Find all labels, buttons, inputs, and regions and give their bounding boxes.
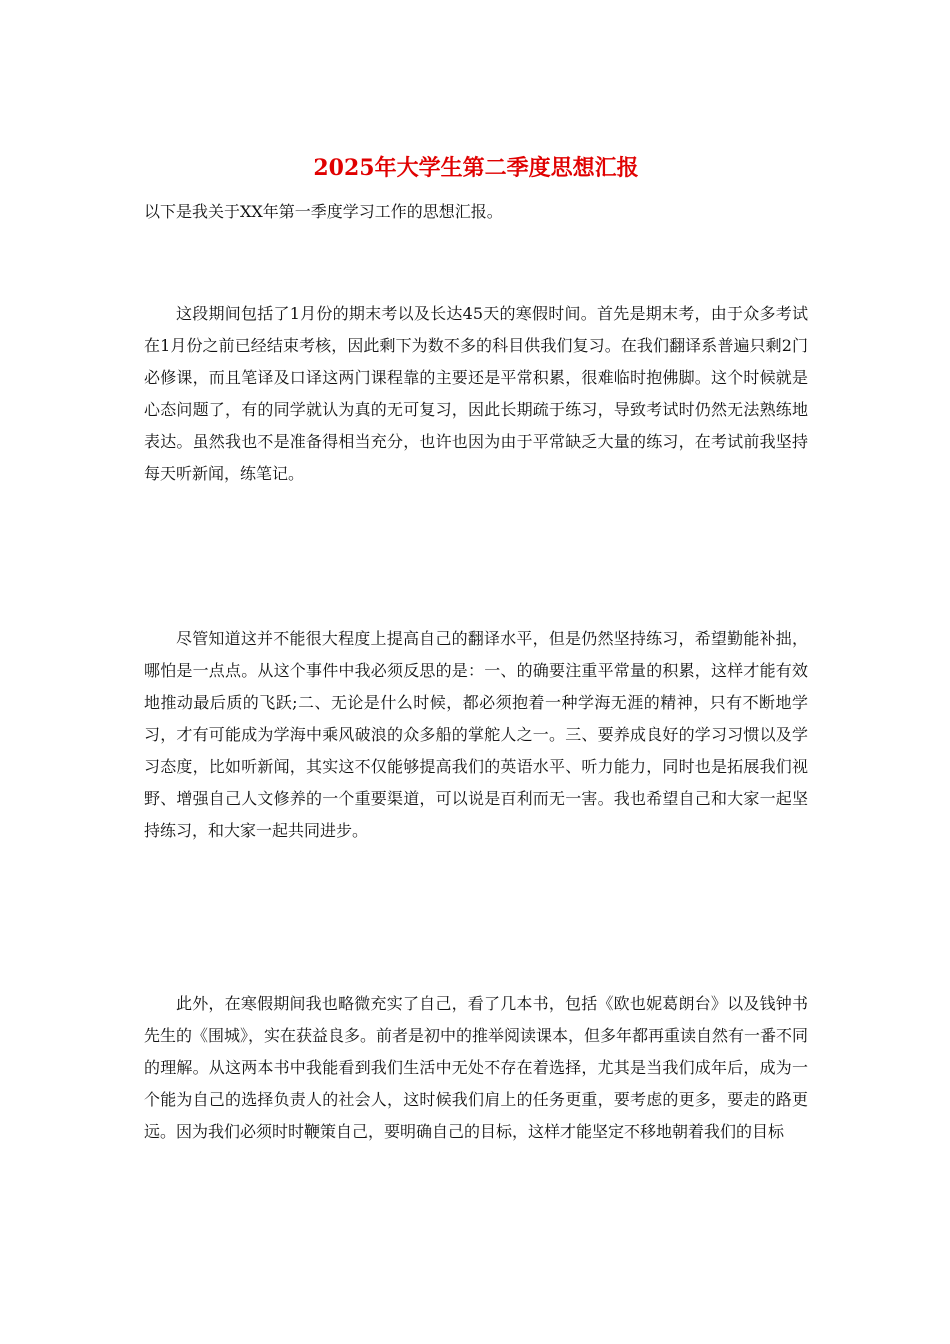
paragraph-1: 这段期间包括了1月份的期末考以及长达45天的寒假时间。首先是期末考，由于众多考试在1月份之前已经结束考核，因此剩下为数不多的科目供我们复习。在我们翻译系普遍只剩2门必修课，而且笔译及口译这两门课程靠的主要还是平常积累，很难临时抱佛脚。这个时候就是心态问题了，有的同学就认为真的无可复习，因此长期疏于练习，导致考试时仍然无法熟练地表达。虽然我也不是准备得相当充分，也许也因为由于平常缺乏大量的练习，在考试前我坚持每天听新闻，练笔记。 [144, 304, 808, 483]
intro-line: 以下是我关于XX年第一季度学习工作的思想汇报。 [144, 202, 503, 221]
document-title: 2025年大学生第二季度思想汇报 [313, 155, 639, 181]
paragraph-2: 尽管知道这并不能很大程度上提高自己的翻译水平，但是仍然坚持练习，希望勤能补拙，哪怕是一点点。从这个事件中我必须反思的是：一、的确要注重平常量的积累，这样才能有效地推动最后质的飞跃;二、无论是什么时候，都必须抱着一种学海无涯的精神，只有不断地学习，才有可能成为学海中乘风破浪的众多船的掌舵人之一。三、要养成良好的学习习惯以及学习态度，比如听新闻，其实这不仅能够提高我们的英语水平、听力能力，同时也是拓展我们视野、增强自己人文修养的一个重要渠道，可以说是百利而无一害。我也希望自己和大家一起坚持练习，和大家一起共同进步。 [144, 629, 808, 840]
paragraph-3: 此外，在寒假期间我也略微充实了自己，看了几本书，包括《欧也妮葛朗台》以及钱钟书先生的《围城》，实在获益良多。前者是初中的推举阅读课本，但多年都再重读自然有一番不同的理解。从这两本书中我能看到我们生活中无处不存在着选择，尤其是当我们成年后，成为一个能为自己的选择负责人的社会人，这时候我们肩上的任务更重，要考虑的更多，要走的路更远。因为我们必须时时鞭策自己，要明确自己的目标，这样才能坚定不移地朝着我们的目标 [144, 994, 809, 1141]
